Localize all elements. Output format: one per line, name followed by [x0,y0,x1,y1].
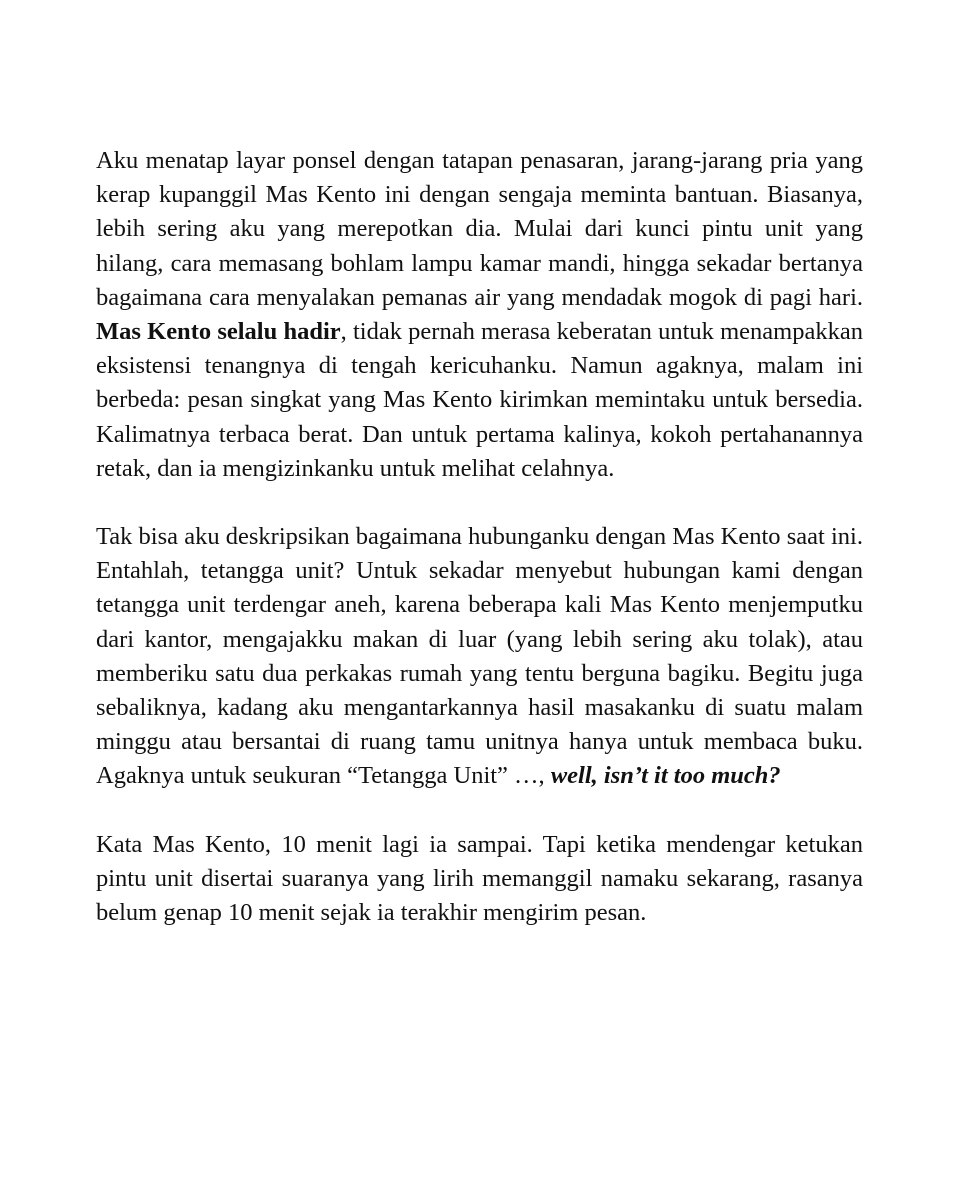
story-page [96,144,863,930]
paragraph-3-text: Kata Mas Kento, 10 menit lagi ia sampai. Tapi ketika mendengar ketukan pintu unit disertai suaranya yang lirih memanggil namaku sekarang, rasanya belum genap 10 menit sejak ia terakhir mengirim pesan. [96,830,863,927]
paragraph-2-bold-italic-phrase: well, isn’t it too much? [550,762,781,790]
paragraph-1-text-end: , tidak pernah merasa keberatan untuk menampakkan eksistensi tenangnya di tengah kericuhanku. Namun agaknya, malam ini berbeda: pesan singkat yang Mas Kento kirimkan memintaku untuk bersedia. Kalimatnya terbaca berat. Dan untuk pertama kalinya, kokoh pertahanannya retak, dan ia mengizinkanku untuk melihat celahnya. [96,318,863,482]
paragraph-1-bold-phrase: Mas Kento selalu hadir [96,318,341,346]
paragraph-2 [96,520,863,794]
paragraph-1-text: Aku menatap layar ponsel dengan tatapan penasaran, jarang-jarang pria yang kerap kupanggil Mas Kento ini dengan sengaja meminta bantuan. Biasanya, lebih sering aku yang merepotkan dia. Mulai dari kunci pintu unit yang hilang, cara memasang bohlam lampu kamar mandi, hingga sekadar bertanya bagaimana cara menyalakan pemanas air yang mendadak mogok di pagi hari. [96,147,863,311]
paragraph-1 [96,144,863,486]
paragraph-2-text: Tak bisa aku deskripsikan bagaimana hubunganku dengan Mas Kento saat ini. Entahlah, tetangga unit? Untuk sekadar menyebut hubungan kami dengan tetangga unit terdengar aneh, karena beberapa kali Mas Kento menjemputku dari kantor, mengajakku makan di luar (yang lebih sering aku tolak), atau memberiku satu dua perkakas rumah yang tentu berguna bagiku. Begitu juga sebaliknya, kadang aku mengantarkannya hasil masakanku di suatu malam minggu atau bersantai di ruang tamu unitnya hanya untuk membaca buku. Agaknya untuk seukuran “Tetangga Unit” …, [96,523,863,790]
paragraph-3 [96,828,863,931]
